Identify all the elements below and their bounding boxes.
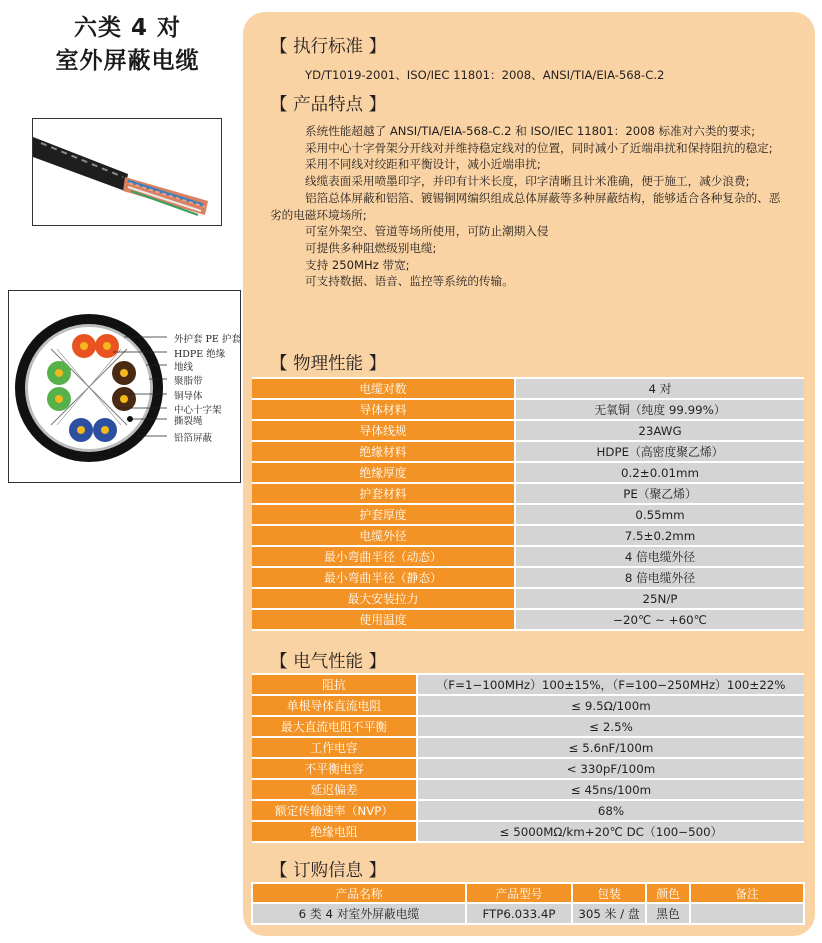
diagram-label-ground-wire: 地线: [174, 362, 194, 373]
property-name: 护套材料: [252, 484, 516, 503]
property-value: HDPE（高密度聚乙烯）: [516, 442, 804, 461]
property-name: 护套厚度: [252, 505, 516, 524]
table-row: [252, 759, 804, 778]
property-value: 0.2±0.01mm: [516, 463, 804, 482]
property-value: 7.5±0.2mm: [516, 526, 804, 545]
table-row: [252, 547, 804, 566]
property-value: 4 对: [516, 379, 804, 398]
property-value: ≤ 9.5Ω/100m: [418, 696, 804, 715]
table-row: [252, 801, 804, 820]
table-row: [252, 675, 804, 694]
table-row: [252, 738, 804, 757]
header-product-name: 产品名称: [253, 884, 465, 902]
property-name: 不平衡电容: [252, 759, 418, 778]
diagram-label-hdpe-insulation: HDPE 绝缘: [174, 349, 226, 360]
property-value: ≤ 45ns/100m: [418, 780, 804, 799]
product-title-line1: 六类 4 对: [73, 15, 182, 41]
standard-text: YD/T1019-2001、ISO/IEC 11801：2008、ANSI/TIA/EIA-568-C.2: [305, 68, 665, 82]
cell-color: 黑色: [647, 904, 689, 923]
cell-packaging: 305 米 / 盘: [573, 904, 645, 923]
feature-item: 可支持数据、语音、监控等系统的传输。: [305, 274, 514, 289]
property-name: 绝缘电阻: [252, 822, 418, 841]
property-name: 最小弯曲半径（静态）: [252, 568, 516, 587]
property-value: 25N/P: [516, 589, 804, 608]
cross-section-icon: [9, 291, 242, 484]
diagram-label-ripcord: 撕裂绳: [174, 416, 203, 427]
order-info-table: [251, 882, 805, 925]
property-value: ≤ 2.5%: [418, 717, 804, 736]
table-row: [253, 904, 803, 923]
property-name: 阻抗: [252, 675, 418, 694]
diagram-label-foil-shield: 铅箔屏蔽: [174, 433, 213, 444]
table-row: [252, 463, 804, 482]
header-product-model: 产品型号: [467, 884, 571, 902]
property-value: ≤ 5.6nF/100m: [418, 738, 804, 757]
product-title: [20, 12, 235, 78]
property-value: < 330pF/100m: [418, 759, 804, 778]
property-name: 最大安装拉力: [252, 589, 516, 608]
feature-item: 系统性能超越了 ANSI/TIA/EIA-568-C.2 和 ISO/IEC 11801：2008 标准对六类的要求;: [305, 124, 756, 138]
table-row: [252, 505, 804, 524]
property-value: PE（聚乙烯）: [516, 484, 804, 503]
table-row: [252, 568, 804, 587]
feature-item: 线缆表面采用喷墨印字，并印有计米长度，印字清晰且计米准确，便于施工，减少浪费;: [305, 174, 750, 189]
property-value: 68%: [418, 801, 804, 820]
property-value: 8 倍电缆外径: [516, 568, 804, 587]
cell-product-name: 6 类 4 对室外屏蔽电缆: [253, 904, 465, 923]
table-row: [252, 610, 804, 629]
feature-item: 可室外架空、管道等场所使用，可防止潮期入侵: [305, 224, 549, 239]
property-value: （F=1−100MHz）100±15%，（F=100−250MHz）100±22%: [418, 675, 804, 694]
property-name: 导体材料: [252, 400, 516, 419]
table-row: [252, 780, 804, 799]
property-name: 单根导体直流电阻: [252, 696, 418, 715]
property-value: ≤ 5000MΩ/km+20℃ DC（100−500）: [418, 822, 804, 841]
cell-product-model: FTP6.033.4P: [467, 904, 571, 923]
property-name: 绝缘厚度: [252, 463, 516, 482]
table-row: [252, 717, 804, 736]
property-name: 延迟偏差: [252, 780, 418, 799]
table-row: [252, 421, 804, 440]
product-title-line2: 室外屏蔽电缆: [55, 48, 200, 74]
property-name: 最小弯曲半径（动态）: [252, 547, 516, 566]
property-name: 电缆外径: [252, 526, 516, 545]
diagram-label-outer-jacket: 外护套 PE 护套: [174, 334, 241, 345]
property-value: 0.55mm: [516, 505, 804, 524]
header-packaging: 包装: [573, 884, 645, 902]
property-name: 使用温度: [252, 610, 516, 629]
electrical-properties-table: [252, 673, 804, 843]
section-title-standard: 【 执行标准 】: [270, 37, 387, 57]
header-color: 颜色: [647, 884, 689, 902]
feature-item: 支持 250MHz 带宽;: [305, 257, 410, 272]
cable-photo-icon: [33, 119, 222, 226]
property-name: 工作电容: [252, 738, 418, 757]
table-header-row: [253, 884, 803, 902]
table-row: [252, 822, 804, 841]
property-value: −20℃ ~ +60℃: [516, 610, 804, 629]
property-name: 电缆对数: [252, 379, 516, 398]
feature-item: 采用不同线对绞距和平衡设计，减小近端串扰;: [305, 157, 541, 172]
features-list: [270, 123, 790, 290]
table-row: [252, 696, 804, 715]
property-value: 无氧铜（纯度 99.99%）: [516, 400, 804, 419]
section-title-electrical: 【 电气性能 】: [270, 652, 387, 672]
diagram-label-copper-conductor: 铜导体: [174, 391, 203, 402]
cable-photo: [32, 118, 222, 226]
table-row: [252, 526, 804, 545]
cable-cross-section-diagram: [8, 290, 241, 483]
section-title-order: 【 订购信息 】: [270, 861, 387, 881]
property-name: 导体线规: [252, 421, 516, 440]
feature-item: 铝箔总体屏蔽和铝箔、镀锡铜网编织组成总体屏蔽等多种屏蔽结构，能够适合各种复杂的、恶劣的电磁环境场所;: [270, 190, 781, 222]
table-row: [252, 442, 804, 461]
feature-item: 可提供多种阻燃级别电缆;: [305, 240, 437, 255]
table-row: [252, 400, 804, 419]
diagram-label-polyester-tape: 聚脂带: [174, 376, 203, 387]
property-name: 额定传输速率（NVP）: [252, 801, 418, 820]
header-remarks: 备注: [691, 884, 803, 902]
table-row: [252, 589, 804, 608]
physical-properties-table: [252, 377, 804, 631]
section-title-features: 【 产品特点 】: [270, 95, 387, 115]
order-table-wrap: [251, 882, 805, 925]
cell-remarks: [691, 904, 803, 923]
section-title-physical: 【 物理性能 】: [270, 354, 387, 374]
property-name: 绝缘材料: [252, 442, 516, 461]
table-row: [252, 484, 804, 503]
diagram-label-cross-filler: 中心十字架: [174, 405, 222, 416]
feature-item: 采用中心十字骨架分开线对并维持稳定线对的位置，同时减小了近端串扰和保持阻抗的稳定;: [305, 140, 773, 155]
property-value: 23AWG: [516, 421, 804, 440]
property-value: 4 倍电缆外径: [516, 547, 804, 566]
property-name: 最大直流电阻不平衡: [252, 717, 418, 736]
table-row: [252, 379, 804, 398]
